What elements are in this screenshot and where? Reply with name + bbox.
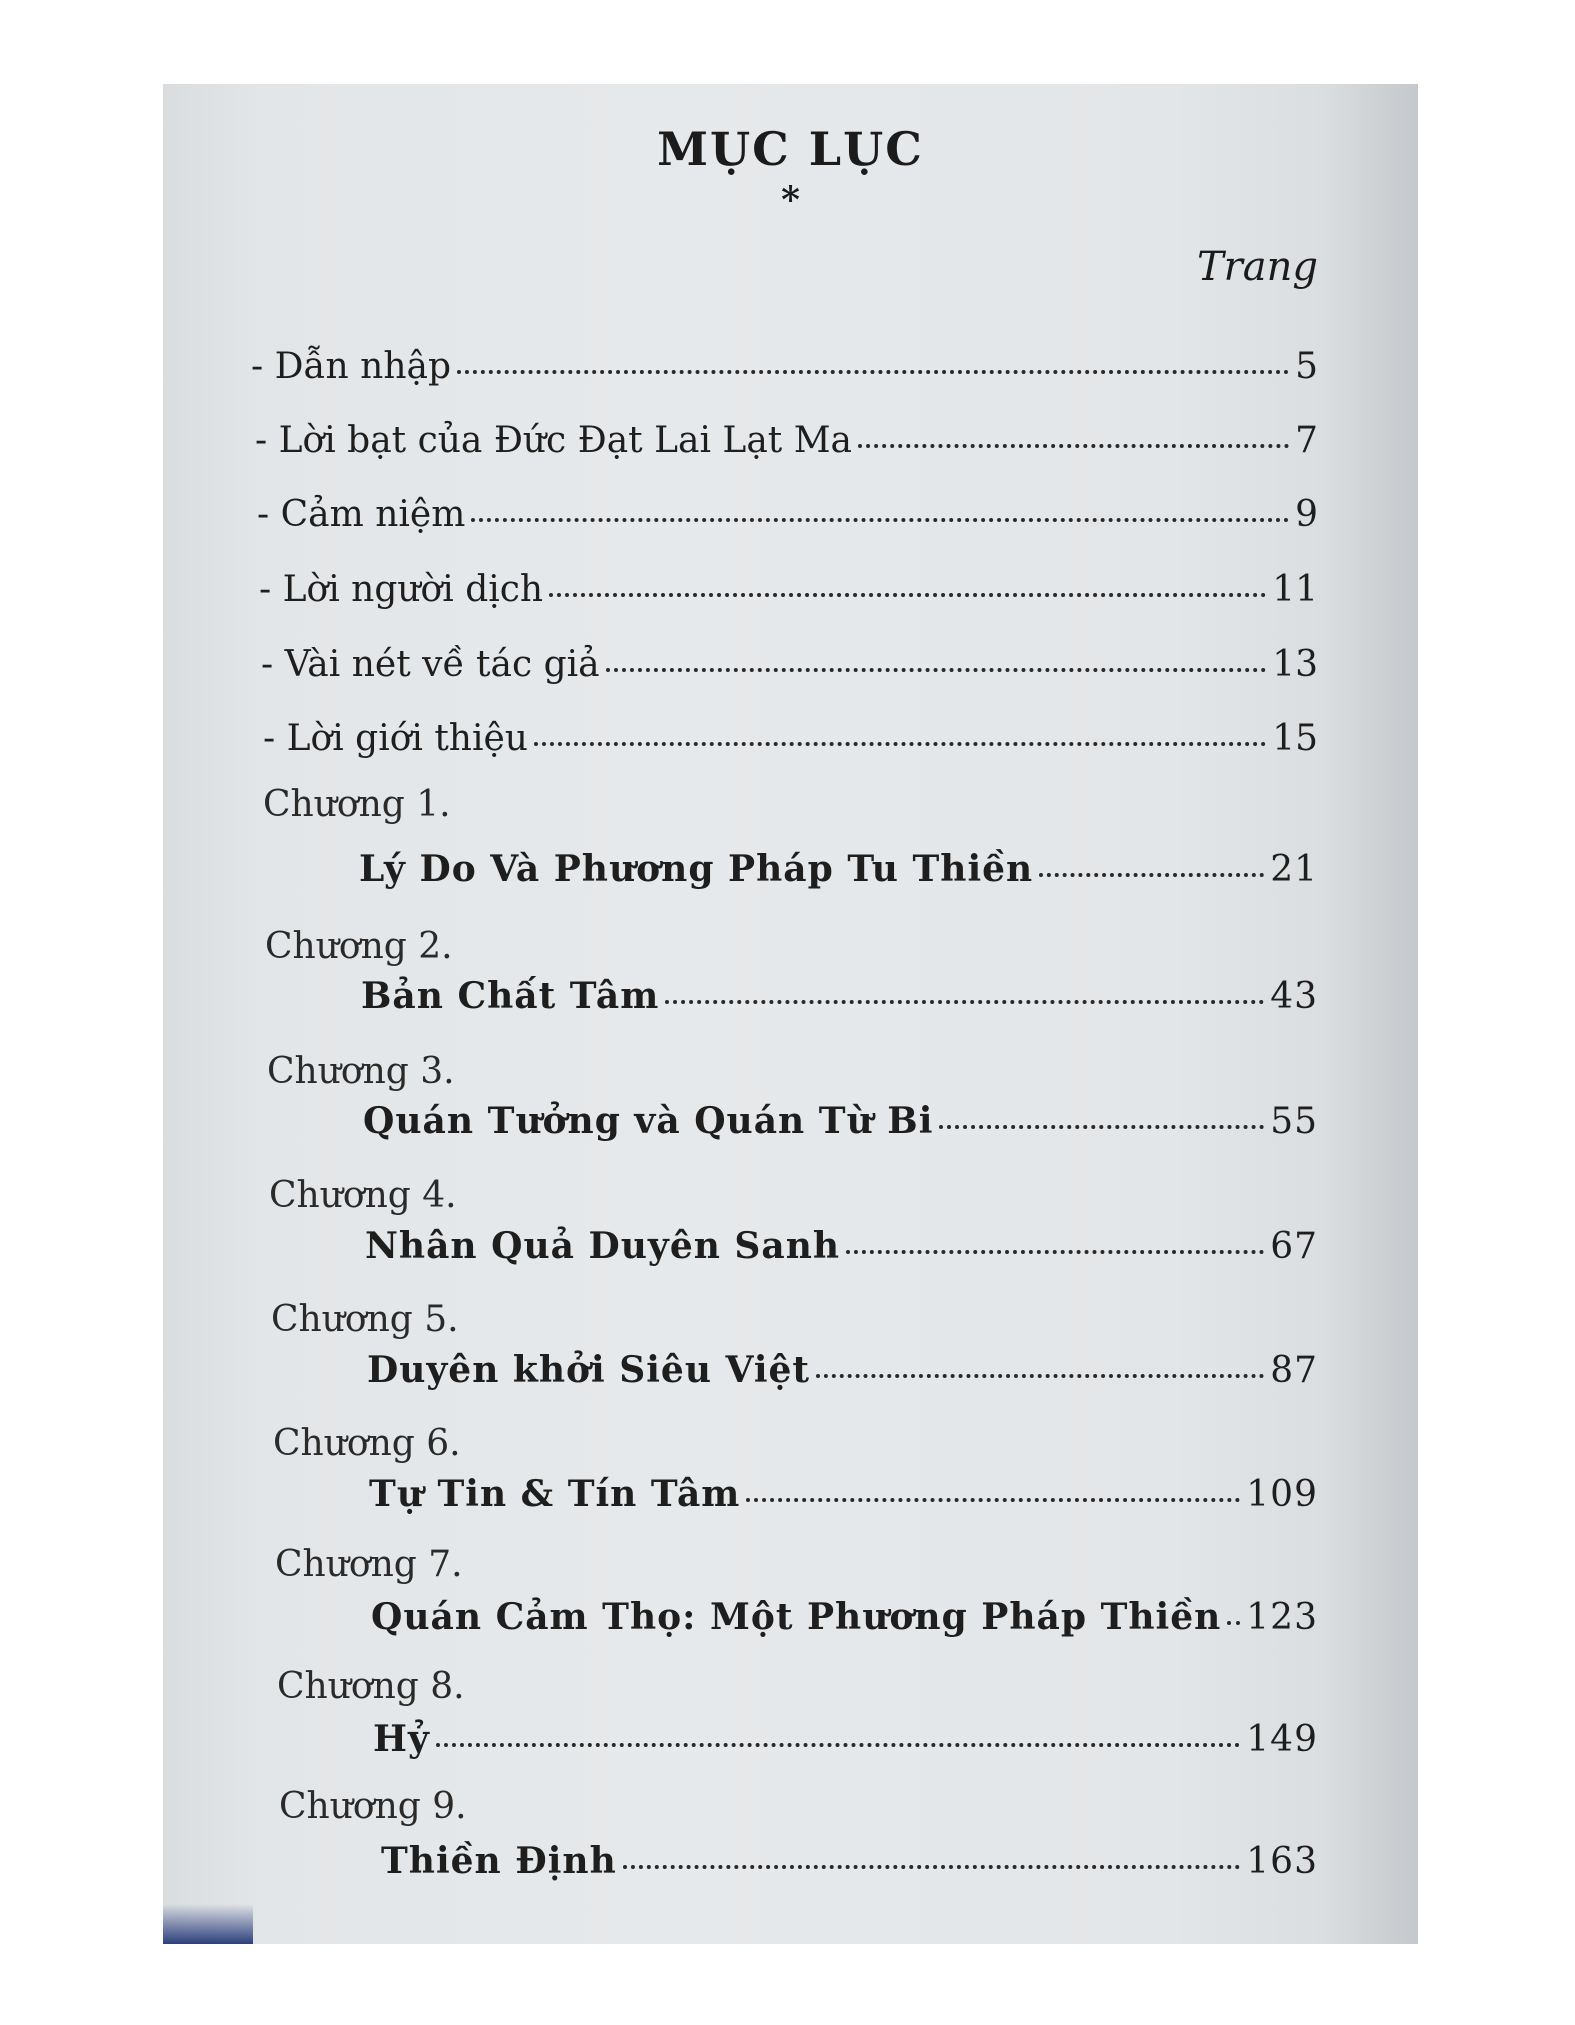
chapter-page: 67 [1270, 1226, 1318, 1267]
leader-dots [816, 1374, 1264, 1378]
chapter-page: 87 [1270, 1350, 1318, 1391]
chapter-heading: Chương 5. [271, 1299, 459, 1340]
chapter-entry [365, 1225, 1318, 1267]
page-title: MỤC LỤC [657, 122, 924, 176]
chapter-page: 21 [1270, 849, 1318, 890]
chapter-heading: Chương 1. [263, 784, 451, 825]
leader-dots [457, 370, 1289, 374]
chapter-title: Hỷ [373, 1718, 430, 1760]
chapter-heading: Chương 4. [269, 1175, 457, 1216]
chapter-heading: Chương 3. [267, 1051, 455, 1092]
toc-entry [259, 569, 1318, 610]
leader-dots [746, 1498, 1240, 1502]
toc-entry-page: 5 [1295, 346, 1318, 387]
leader-dots [939, 1125, 1264, 1129]
chapter-title: Duyên khởi Siêu Việt [367, 1349, 811, 1391]
chapter-page: 163 [1246, 1841, 1318, 1882]
leader-dots [623, 1865, 1241, 1869]
chapter-entry [361, 975, 1318, 1017]
page-edge-shadow [1323, 84, 1418, 1944]
toc-entry-label: - Dẫn nhập [251, 346, 452, 387]
leader-dots [1039, 873, 1264, 877]
toc-entry [255, 420, 1318, 461]
chapter-title: Nhân Quả Duyên Sanh [365, 1225, 841, 1267]
chapter-page: 55 [1270, 1101, 1318, 1142]
toc-entry-label: - Lời giới thiệu [263, 718, 528, 759]
chapter-heading: Chương 8. [277, 1666, 465, 1707]
toc-entry-page: 15 [1272, 718, 1318, 759]
toc-entry-page: 7 [1295, 420, 1318, 461]
toc-entry-label: - Cảm niệm [257, 494, 466, 535]
chapter-entry [359, 848, 1318, 890]
chapter-entry [369, 1473, 1318, 1515]
chapter-title: Bản Chất Tâm [361, 975, 660, 1017]
chapter-heading: Chương 7. [275, 1544, 463, 1585]
toc-entry [257, 494, 1318, 535]
chapter-entry [367, 1349, 1318, 1391]
toc-entry-label: - Vài nét về tác giả [261, 644, 600, 685]
chapter-title: Thiền Định [381, 1840, 617, 1882]
leader-dots [606, 668, 1267, 672]
book-cover-corner [163, 1904, 253, 1944]
toc-entry-page: 11 [1272, 569, 1318, 610]
chapter-heading: Chương 9. [279, 1786, 467, 1827]
chapter-entry [381, 1840, 1318, 1882]
chapter-page: 109 [1246, 1474, 1318, 1515]
toc-entry-label: - Lời người dịch [259, 569, 544, 610]
leader-dots [1227, 1621, 1240, 1625]
chapter-entry [373, 1718, 1318, 1760]
chapter-heading: Chương 2. [265, 926, 453, 967]
chapter-page: 123 [1246, 1597, 1318, 1638]
toc-entry [263, 718, 1318, 759]
leader-dots [436, 1743, 1240, 1747]
chapter-title: Quán Cảm Thọ: Một Phương Pháp Thiền [371, 1596, 1222, 1638]
chapter-title: Tự Tin & Tín Tâm [369, 1473, 741, 1515]
toc-entry [251, 346, 1318, 387]
leader-dots [665, 1000, 1264, 1004]
title-ornament: * [781, 179, 800, 221]
leader-dots [471, 518, 1289, 522]
chapter-title: Quán Tưởng và Quán Từ Bi [363, 1100, 934, 1142]
chapter-entry [363, 1100, 1318, 1142]
toc-entry-page: 13 [1272, 644, 1318, 685]
page-column-header: Trang [1196, 244, 1318, 290]
leader-dots [549, 593, 1266, 597]
toc-entry-page: 9 [1295, 494, 1318, 535]
chapter-title: Lý Do Và Phương Pháp Tu Thiền [359, 848, 1034, 890]
leader-dots [534, 742, 1266, 746]
book-page-photo [163, 84, 1418, 1944]
chapter-page: 149 [1246, 1719, 1318, 1760]
chapter-heading: Chương 6. [273, 1423, 461, 1464]
chapter-page: 43 [1270, 976, 1318, 1017]
chapter-entry [371, 1596, 1318, 1638]
toc-entry-label: - Lời bạt của Đức Đạt Lai Lạt Ma [255, 420, 853, 461]
leader-dots [858, 444, 1289, 448]
toc-entry [261, 644, 1318, 685]
leader-dots [846, 1250, 1264, 1254]
